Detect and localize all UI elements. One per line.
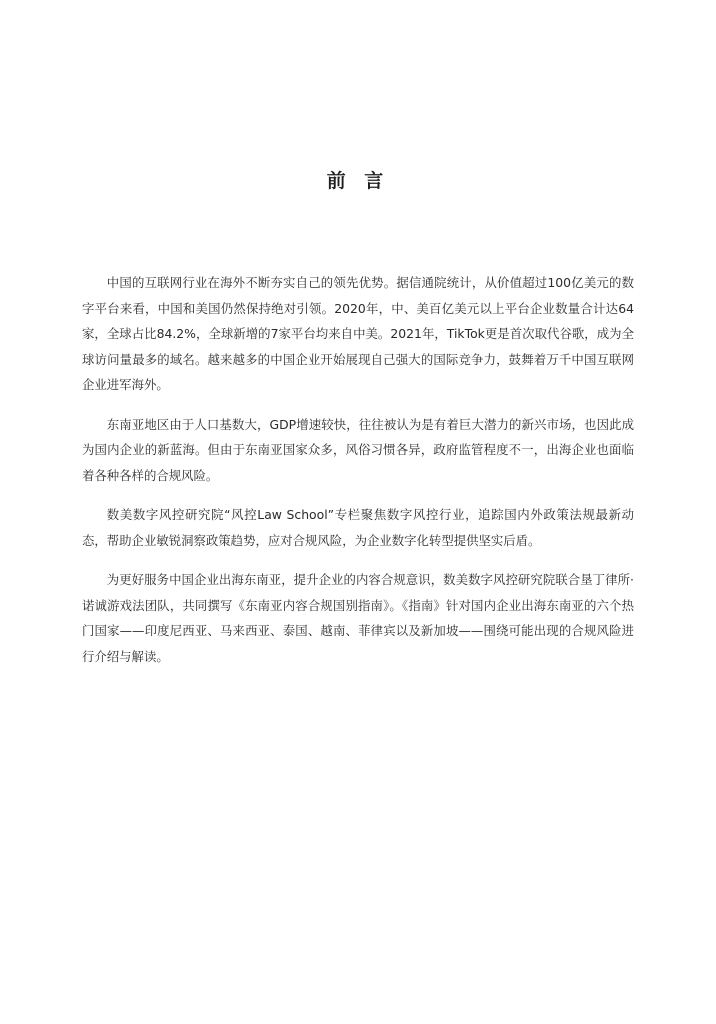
paragraph-2: 东南亚地区由于人口基数大，GDP增速较快，往往被认为是有着巨大潜力的新兴市场，也因此成为国内企业的新蓝海。但由于东南亚国家众多，风俗习惯各异，政府监管程度不一，出海企业也面临着各种各样的合规风险。 (82, 416, 634, 483)
paragraph-1: 中国的互联网行业在海外不断夯实自己的领先优势。据信通院统计，从价值超过100亿美元的数字平台来看，中国和美国仍然保持绝对引领。2020年，中、美百亿美元以上平台企业数量合计达64家，全球占比84.2%，全球新增的7家平台均来自中美。2021年，TikTok更是首次取代谷歌，成为全球访问量最多的域名。越来越多的中国企业开始展现自己强大的国际竞争力，鼓舞着万千中国互联网企业进军海外。 (82, 275, 634, 392)
paragraph-3: 数美数字风控研究院“风控Law School”专栏聚焦数字风控行业，追踪国内外政策法规最新动态，帮助企业敏锐洞察政策趋势，应对合规风险，为企业数字化转型提供坚实后盾。 (82, 507, 634, 548)
paragraph-4: 为更好服务中国企业出海东南亚，提升企业的内容合规意识，数美数字风控研究院联合垦丁律所·诺诚游戏法团队，共同撰写《东南亚内容合规国别指南》。《指南》针对国内企业出海东南亚的六个热门国家——印度尼西亚、马来西亚、泰国、越南、菲律宾以及新加坡——围绕可能出现的合规风险进行介绍与解读。 (82, 572, 634, 664)
preface-body (82, 270, 634, 683)
page-title: 前 言 (326, 170, 390, 192)
